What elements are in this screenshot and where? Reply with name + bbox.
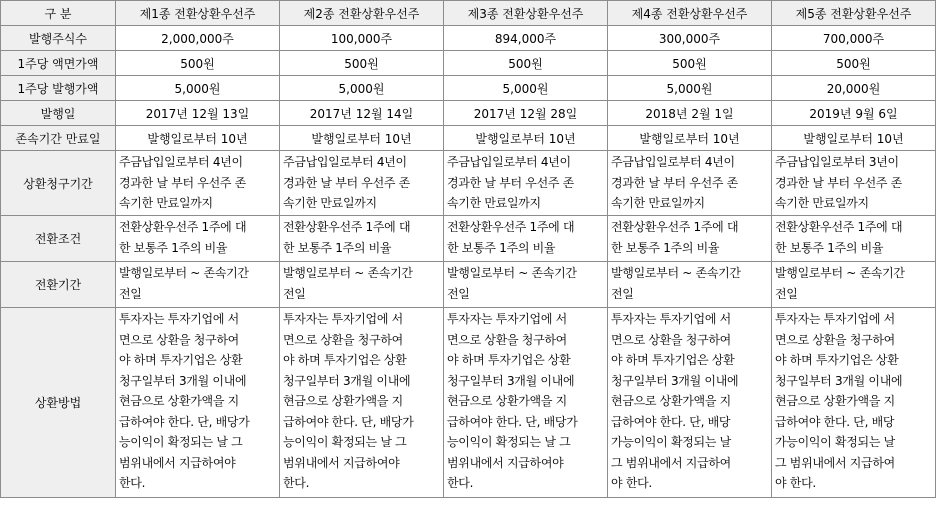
header-class-4: 제4종 전환상환우선주 xyxy=(608,1,772,26)
cell-value: 2017년 12월 14일 xyxy=(280,101,444,126)
cell-line: 전일 xyxy=(775,286,798,301)
cell-line: 현금으로 상환가액을 지 xyxy=(775,394,895,408)
cell-text xyxy=(608,216,772,262)
header-label-cell: 구 분 xyxy=(1,1,116,26)
cell-line: 경과한 날 부터 우선주 존 xyxy=(119,175,246,190)
cell-text xyxy=(772,262,936,308)
cell-line: 능이익이 확정되는 날 그 xyxy=(447,435,571,449)
cell-line: 투자자는 투자기업에 서 xyxy=(283,312,403,326)
cell-line: 전환상환우선주 1주에 대 xyxy=(775,220,903,234)
row-label: 상환청구기간 xyxy=(1,151,116,216)
cell-line: 야 하며 투자기업은 상환 xyxy=(119,353,243,367)
cell-line: 속기한 만료일까지 xyxy=(119,196,213,210)
cell-line: 전일 xyxy=(611,286,634,301)
header-class-3: 제3종 전환상환우선주 xyxy=(444,1,608,26)
cell-line: 경과한 날 부터 우선주 존 xyxy=(611,175,738,190)
cell-line: 야 한다. xyxy=(775,476,816,490)
row-redemption-method xyxy=(1,308,936,498)
cell-line: 야 하며 투자기업은 상환 xyxy=(775,353,899,367)
row-label: 전환기간 xyxy=(1,262,116,308)
cell-value: 2019년 9월 6일 xyxy=(772,101,936,126)
cell-line: 발행일로부터 ~ 존속기간 xyxy=(283,266,413,280)
cell-line: 주금납입일로부터 4년이 xyxy=(119,155,243,169)
cell-value: 발행일로부터 10년 xyxy=(772,126,936,151)
row-issue-date xyxy=(1,101,936,126)
cell-line: 전환상환우선주 1주에 대 xyxy=(283,220,411,234)
cell-text xyxy=(444,216,608,262)
cell-line: 청구일부터 3개월 이내에 xyxy=(447,373,575,388)
cell-line: 전일 xyxy=(447,286,470,301)
cell-line: 투자자는 투자기업에 서 xyxy=(119,312,239,326)
cell-line: 전환상환우선주 1주에 대 xyxy=(447,220,575,234)
cell-line: 범위내에서 지급하여야 xyxy=(119,455,236,470)
cell-line: 전일 xyxy=(283,286,306,301)
cell-text xyxy=(116,151,280,216)
cell-value: 5,000원 xyxy=(116,76,280,101)
cell-line: 주금납입일로부터 4년이 xyxy=(447,155,571,169)
cell-text xyxy=(772,216,936,262)
cell-line: 가능이익이 확정되는 날 xyxy=(775,435,895,449)
cell-line: 한 보통주 1주의 비율 xyxy=(611,240,720,255)
cell-line: 현금으로 상환가액을 지 xyxy=(611,394,731,408)
cell-line: 한 보통주 1주의 비율 xyxy=(775,240,884,255)
cell-line: 면으로 상환을 청구하여 xyxy=(119,332,239,347)
cell-value: 발행일로부터 10년 xyxy=(608,126,772,151)
header-class-5: 제5종 전환상환우선주 xyxy=(772,1,936,26)
cell-line: 능이익이 확정되는 날 그 xyxy=(119,435,243,449)
cell-line: 현금으로 상환가액을 지 xyxy=(283,394,403,408)
cell-value: 700,000주 xyxy=(772,26,936,51)
row-label: 발행일 xyxy=(1,101,116,126)
cell-text xyxy=(608,262,772,308)
cell-value: 2,000,000주 xyxy=(116,26,280,51)
cell-text xyxy=(608,151,772,216)
row-conversion-period xyxy=(1,262,936,308)
cell-value: 500원 xyxy=(608,51,772,76)
cell-line: 범위내에서 지급하여야 xyxy=(447,455,564,470)
cell-line: 급하여야 한다. 단, 배당가 xyxy=(119,414,250,429)
cell-line: 청구일부터 3개월 이내에 xyxy=(283,373,411,388)
cell-line: 발행일로부터 ~ 존속기간 xyxy=(775,266,905,280)
cell-value: 2018년 2월 1일 xyxy=(608,101,772,126)
cell-line: 현금으로 상환가액을 지 xyxy=(119,394,239,408)
row-label: 발행주식수 xyxy=(1,26,116,51)
cell-text xyxy=(444,151,608,216)
cell-value: 5,000원 xyxy=(280,76,444,101)
cell-line: 면으로 상환을 청구하여 xyxy=(775,332,895,347)
cell-text xyxy=(772,151,936,216)
cell-line: 경과한 날 부터 우선주 존 xyxy=(775,175,902,190)
cell-value: 5,000원 xyxy=(444,76,608,101)
cell-line: 속기한 만료일까지 xyxy=(775,196,869,210)
cell-line: 청구일부터 3개월 이내에 xyxy=(611,373,739,388)
cell-line: 가능이익이 확정되는 날 xyxy=(611,435,731,449)
row-redemption-period xyxy=(1,151,936,216)
cell-text xyxy=(280,216,444,262)
cell-line: 투자자는 투자기업에 서 xyxy=(611,312,731,326)
cell-value: 300,000주 xyxy=(608,26,772,51)
cell-line: 급하여야 한다. 단, 배당가 xyxy=(283,414,414,429)
cell-line: 면으로 상환을 청구하여 xyxy=(283,332,403,347)
cell-line: 투자자는 투자기업에 서 xyxy=(447,312,567,326)
cell-line: 야 하며 투자기업은 상환 xyxy=(611,353,735,367)
cell-line: 급하여야 한다. 단, 배당가 xyxy=(447,414,578,429)
cell-value: 발행일로부터 10년 xyxy=(116,126,280,151)
header-row xyxy=(1,1,936,26)
row-maturity xyxy=(1,126,936,151)
cell-line: 야 하며 투자기업은 상환 xyxy=(447,353,571,367)
cell-text xyxy=(444,308,608,498)
cell-text xyxy=(116,308,280,498)
cell-text xyxy=(444,262,608,308)
cell-line: 청구일부터 3개월 이내에 xyxy=(119,373,247,388)
cell-line: 한 보통주 1주의 비율 xyxy=(283,240,392,255)
cell-line: 속기한 만료일까지 xyxy=(283,196,377,210)
cell-value: 894,000주 xyxy=(444,26,608,51)
cell-line: 속기한 만료일까지 xyxy=(447,196,541,210)
cell-line: 한 보통주 1주의 비율 xyxy=(119,240,228,255)
cell-line: 주금납입일로부터 4년이 xyxy=(283,155,407,169)
cell-value: 500원 xyxy=(444,51,608,76)
cell-value: 20,000원 xyxy=(772,76,936,101)
cell-line: 발행일로부터 ~ 존속기간 xyxy=(611,266,741,280)
cell-line: 야 하며 투자기업은 상환 xyxy=(283,353,407,367)
row-issue-price xyxy=(1,76,936,101)
cell-line: 발행일로부터 ~ 존속기간 xyxy=(119,266,249,280)
cell-line: 한다. xyxy=(447,476,474,490)
cell-line: 주금납입일로부터 3년이 xyxy=(775,155,899,169)
cell-line: 속기한 만료일까지 xyxy=(611,196,705,210)
cell-line: 발행일로부터 ~ 존속기간 xyxy=(447,266,577,280)
cell-line: 그 범위내에서 지급하여 xyxy=(611,455,731,470)
cell-line: 급하여야 한다. 단, 배당 xyxy=(775,414,895,429)
cell-line: 전환상환우선주 1주에 대 xyxy=(119,220,247,234)
cell-line: 청구일부터 3개월 이내에 xyxy=(775,373,903,388)
cell-line: 전환상환우선주 1주에 대 xyxy=(611,220,739,234)
row-label: 존속기간 만료일 xyxy=(1,126,116,151)
cell-line: 경과한 날 부터 우선주 존 xyxy=(447,175,574,190)
row-label: 상환방법 xyxy=(1,308,116,498)
cell-line: 전일 xyxy=(119,286,142,301)
cell-line: 능이익이 확정되는 날 그 xyxy=(283,435,407,449)
header-class-1: 제1종 전환상환우선주 xyxy=(116,1,280,26)
cell-line: 면으로 상환을 청구하여 xyxy=(611,332,731,347)
cell-text xyxy=(280,308,444,498)
cell-line: 급하여야 한다. 단, 배당 xyxy=(611,414,731,429)
cell-line: 경과한 날 부터 우선주 존 xyxy=(283,175,410,190)
cell-text xyxy=(772,308,936,498)
cell-line: 한 보통주 1주의 비율 xyxy=(447,240,556,255)
cell-line: 투자자는 투자기업에 서 xyxy=(775,312,895,326)
cell-value: 2017년 12월 13일 xyxy=(116,101,280,126)
cell-value: 100,000주 xyxy=(280,26,444,51)
cell-line: 면으로 상환을 청구하여 xyxy=(447,332,567,347)
cell-line: 한다. xyxy=(119,476,146,490)
cell-line: 범위내에서 지급하여야 xyxy=(283,455,400,470)
cell-value: 2017년 12월 28일 xyxy=(444,101,608,126)
cell-value: 500원 xyxy=(116,51,280,76)
cell-value: 5,000원 xyxy=(608,76,772,101)
cell-line: 주금납입일로부터 4년이 xyxy=(611,155,735,169)
row-label: 1주당 발행가액 xyxy=(1,76,116,101)
row-label: 전환조건 xyxy=(1,216,116,262)
cell-text xyxy=(280,262,444,308)
row-conversion-terms xyxy=(1,216,936,262)
cell-text xyxy=(116,262,280,308)
cell-value: 발행일로부터 10년 xyxy=(444,126,608,151)
cell-line: 현금으로 상환가액을 지 xyxy=(447,394,567,408)
cell-text xyxy=(280,151,444,216)
cell-line: 그 범위내에서 지급하여 xyxy=(775,455,895,470)
header-class-2: 제2종 전환상환우선주 xyxy=(280,1,444,26)
row-label: 1주당 액면가액 xyxy=(1,51,116,76)
cell-text xyxy=(608,308,772,498)
row-par-value xyxy=(1,51,936,76)
cell-value: 500원 xyxy=(280,51,444,76)
row-issued-shares xyxy=(1,26,936,51)
cell-value: 발행일로부터 10년 xyxy=(280,126,444,151)
cell-text xyxy=(116,216,280,262)
cell-line: 한다. xyxy=(283,476,310,490)
cell-value: 500원 xyxy=(772,51,936,76)
cell-line: 야 한다. xyxy=(611,476,652,490)
